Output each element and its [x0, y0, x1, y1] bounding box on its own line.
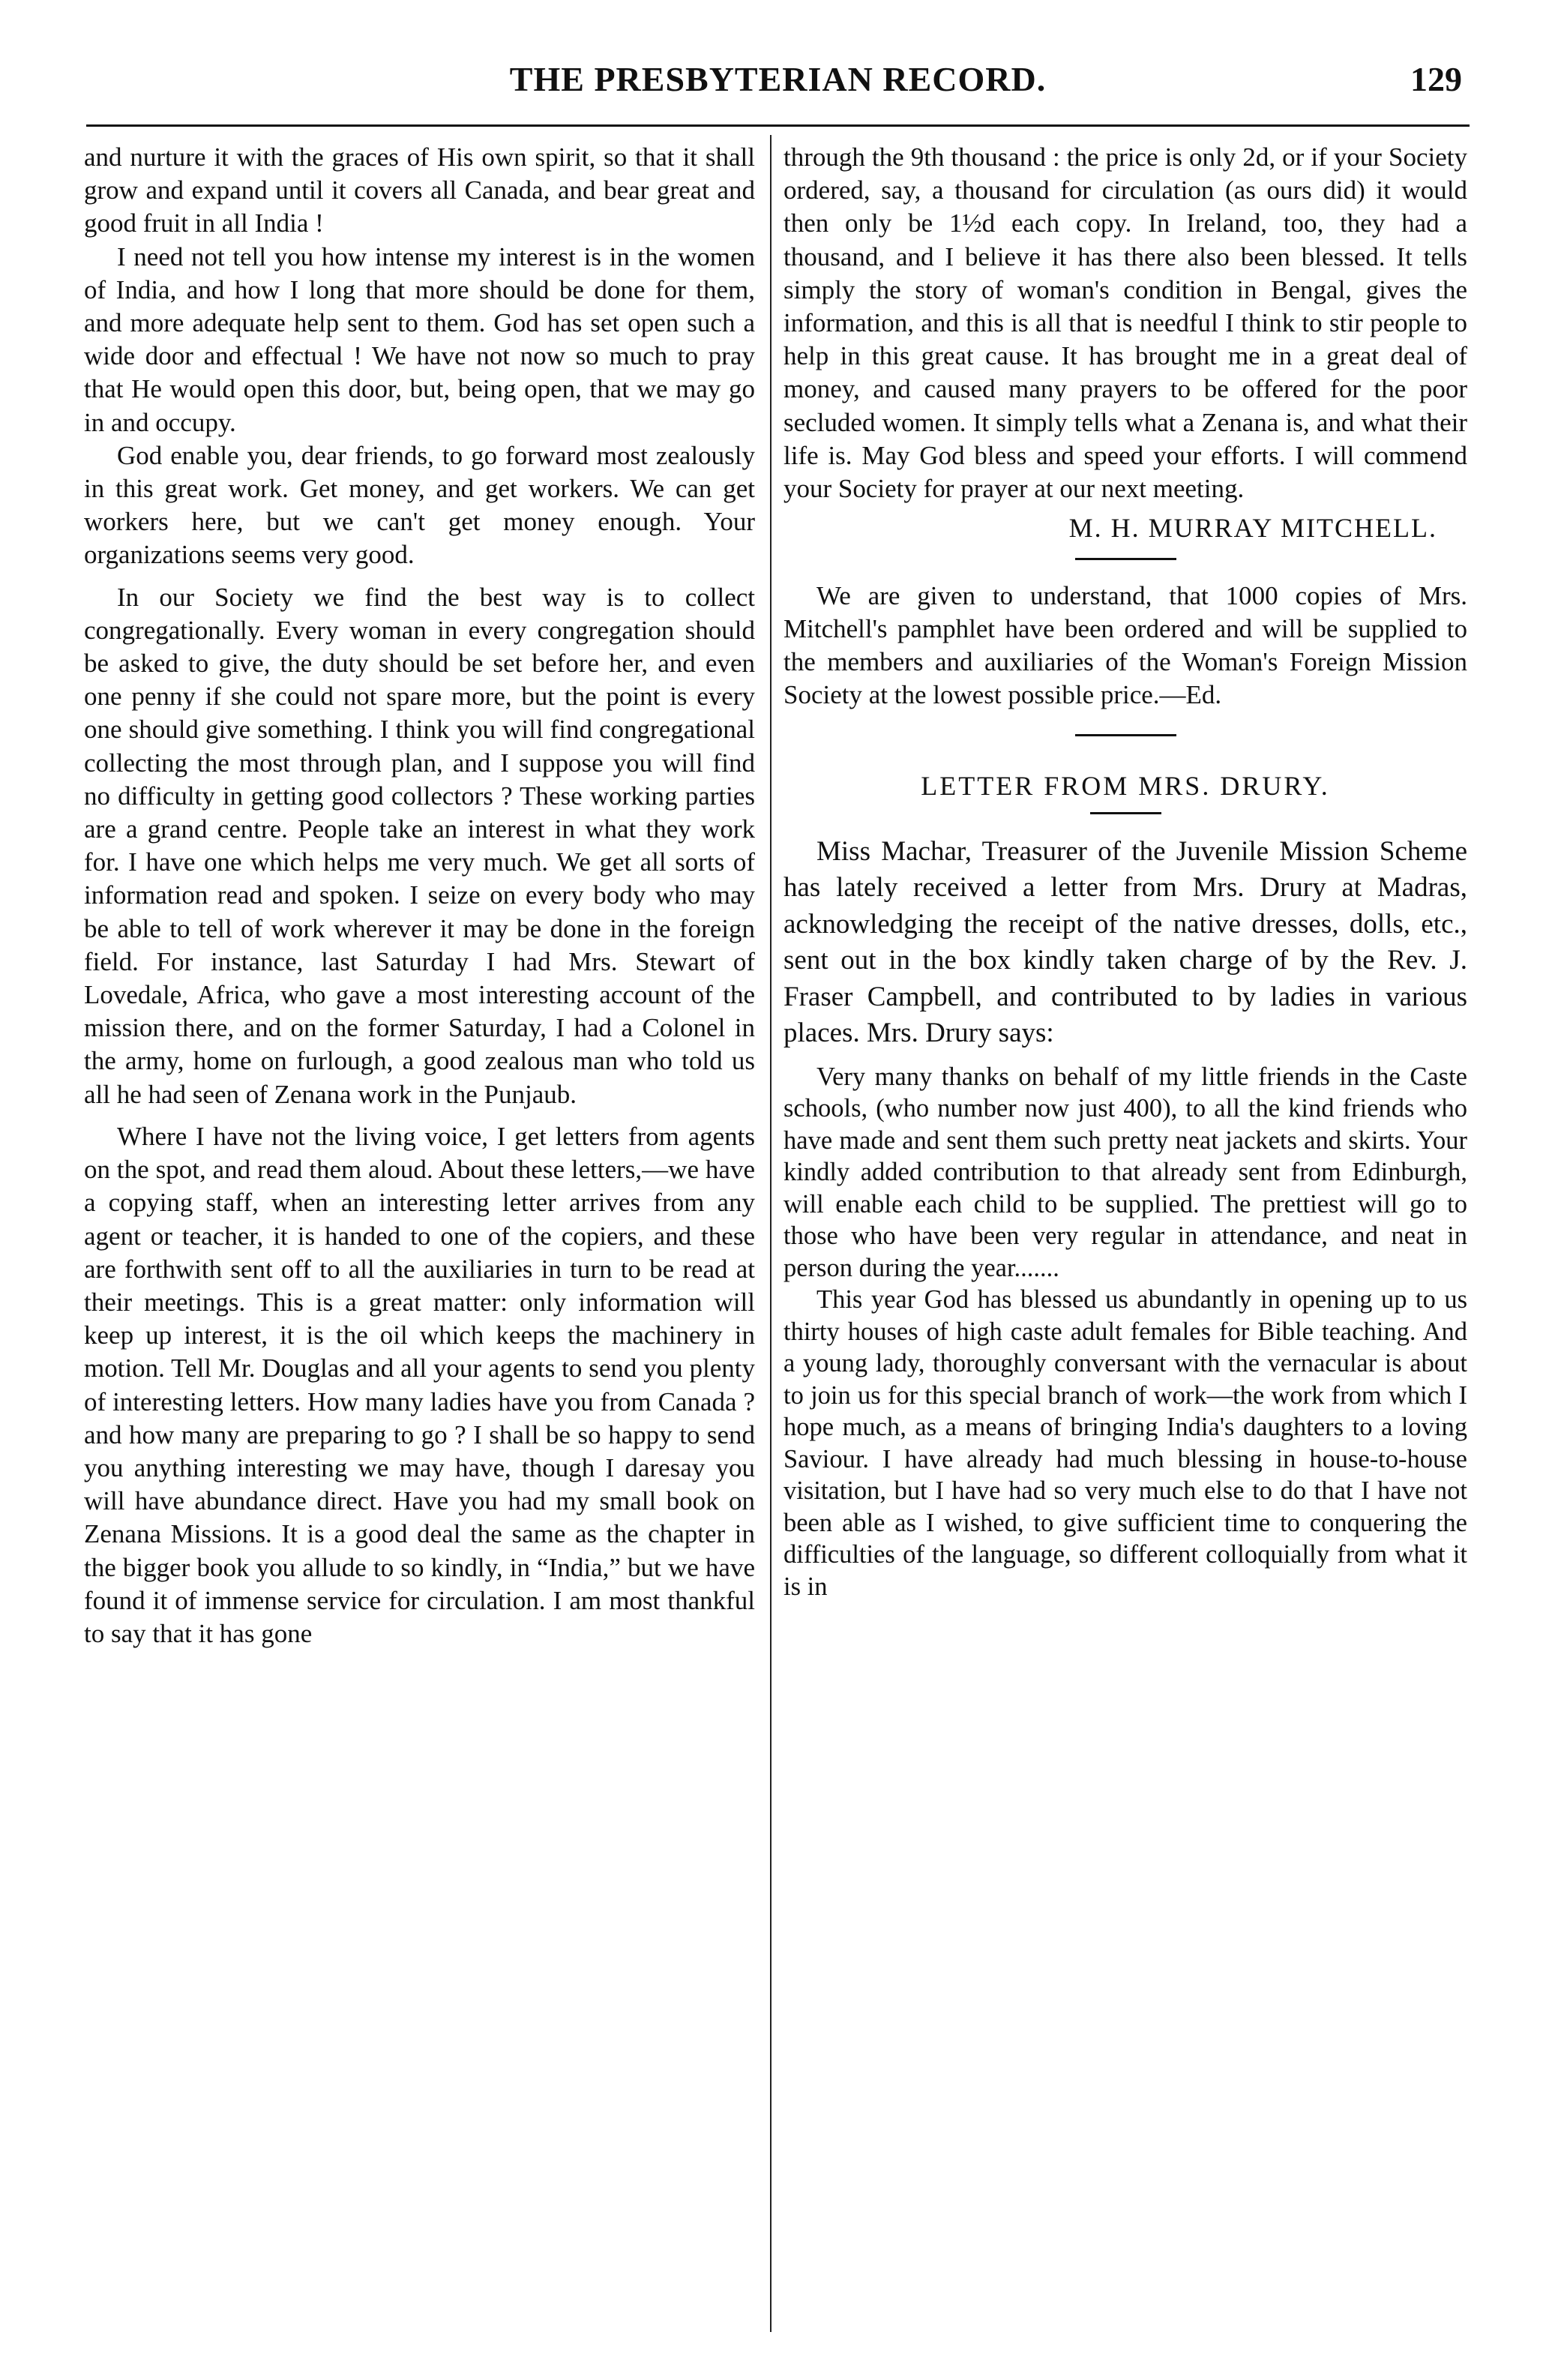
paragraph: and nurture it with the graces of His own spirit, so that it shall grow and expand until it covers all Canada, and bear great and good fruit in all India !: [84, 142, 755, 238]
column-divider: [770, 135, 772, 2332]
article-intro: Miss Machar, Treasurer of the Juvenile Mission Scheme has lately received a letter from Mrs. Drury at Madras, acknowledging the receipt of the native dresses, dolls, etc., sent out in the box kindly taken charge of by the Rev. J. Fraser Campbell, and contributed to by ladies in various places. Mrs. Drury says:: [783, 835, 1467, 1049]
article-title: LETTER FROM MRS. DRURY.: [921, 771, 1330, 802]
title-rule: [1090, 812, 1161, 814]
header-rule: [86, 124, 1470, 127]
paragraph: through the 9th thousand : the price is only 2d, or if your Society ordered, say, a thousand for circulation (as ours did) it would then only be 1½d each copy. In Ireland, too, they had a thousand, and I believe it has there also been blessed. It tells simply the story of woman's condition in Bengal, gives the information, and this is all that is needful I think to stir people to help in this great cause. It has brought me in a great deal of money, and caused many prayers to be offered for the poor secluded women. It simply tells what a Zenana is, and what their life is. May God bless and speed your efforts. I will commend your Society for prayer at our next meeting.: [783, 142, 1467, 504]
quoted-paragraph: Very many thanks on behalf of my little friends in the Caste schools, (who number now just 400), to all the kind friends who have made and sent them such pretty neat jackets and skirts. Your kindly added contribution to that already sent from Edinburgh, will enable each child to be supplied. The prettiest will go to those who have been very regular in attendance, and neat in person during the year.......: [783, 1062, 1467, 1282]
paragraph: Where I have not the living voice, I get letters from agents on the spot, and read them aloud. About these letters,—we have a copying staff, when an interesting letter arrives from any agent or teacher, it is handed to one of the copiers, and these are forthwith sent off to all the auxiliaries in turn to be read at their meetings. This is a great matter: only information will keep up interest, it is the oil which keeps the machinery in motion. Tell Mr. Douglas and all your agents to send you plenty of interesting letters. How many ladies have you from Canada ? and how many are preparing to go ? I shall be so happy to send you anything interesting we may have, though I daresay you will have abundance direct. Have you had my small book on Zenana Missions. It is a good deal the same as the chapter in the bigger book you allude to so kindly, in “India,” but we have found it of immense service for circulation. I am most thankful to say that it has gone: [84, 1121, 755, 1648]
section-rule: [1075, 558, 1176, 560]
left-column: [84, 141, 755, 2338]
journal-title: THE PRESBYTERIAN RECORD.: [509, 60, 1047, 98]
signature: M. H. MURRAY MITCHELL.: [1068, 513, 1437, 544]
section-rule: [1075, 734, 1176, 736]
paragraph: In our Society we find the best way is to collect congregationally. Every woman in every congregation should be asked to give, the duty should be set before her, and even one penny if she could not spare more, but the point is every one should give something. I think you will find congregational collecting the most through plan, and I suppose you will find no difficulty in getting good collectors ? These working parties are a grand centre. People take an interest in what they work for. I have one which helps me very much. We get all sorts of information read and spoken. I seize on every body who may be able to tell of work wherever it may be done in the foreign field. For instance, last Saturday I had Mrs. Stewart of Lovedale, Africa, who gave a most interesting account of the mission there, and on the former Saturday, I had a Colonel in the army, home on furlough, a good zealous man who told us all he had seen of Zenana work in the Punjaub.: [84, 582, 755, 1109]
running-head: [86, 58, 1470, 111]
page-number: 129: [1410, 60, 1462, 98]
editor-note: We are given to understand, that 1000 copies of Mrs. Mitchell's pamphlet have been ordered and will be supplied to the members and auxiliaries of the Woman's Foreign Mission Society at the lowest possible price.—Ed.: [783, 581, 1467, 710]
paragraph: God enable you, dear friends, to go forward most zealously in this great work. Get money, and get workers. We can get workers here, but we can't get money enough. Your organizations seems very good.: [84, 440, 755, 570]
paragraph: I need not tell you how intense my interest is in the women of India, and how I long that more should be done for them, and more adequate help sent to them. God has set open such a wide door and effectual ! We have not now so much to pray that He would open this door, but, being open, that we may go in and occupy.: [84, 241, 755, 437]
quoted-paragraph: This year God has blessed us abundantly in opening up to us thirty houses of high caste adult females for Bible teaching. And a young lady, thoroughly conversant with the vernacular is about to join us for this special branch of work—the work from which I hope much, as a means of bringing India's daughters to a loving Saviour. I have already had much blessing in house-to-house visitation, but I have had so very much else to do that I have not been able as I wished, to give sufficient time to conquering the difficulties of the language, so different colloquially from what it is in: [783, 1285, 1467, 1601]
right-column: [783, 141, 1467, 2338]
